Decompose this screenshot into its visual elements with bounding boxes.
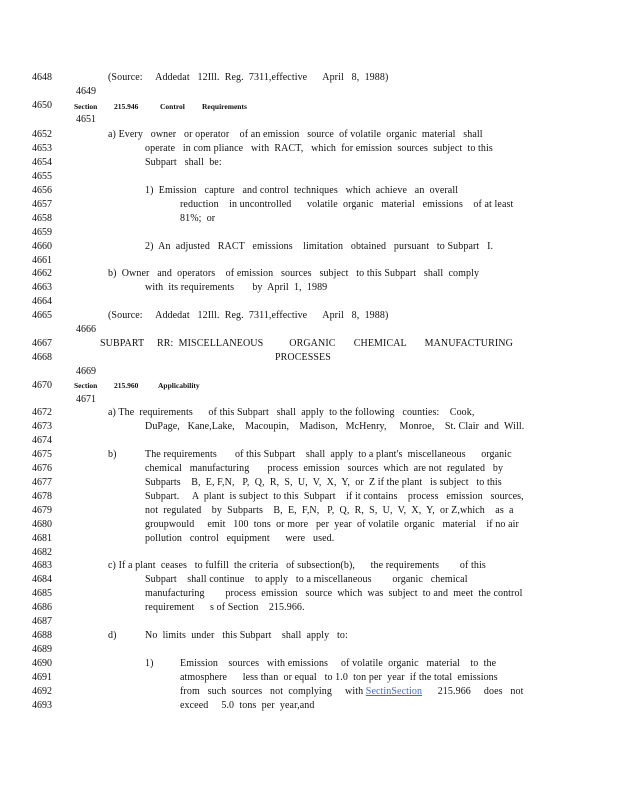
line-number: 4676 (32, 463, 52, 474)
line-number: 4648 (32, 72, 52, 83)
line-number: 4686 (32, 602, 52, 613)
section-label: Section (74, 102, 98, 111)
paragraph-line: operate in com pliance with RACT, which for emission sources subject to this (145, 143, 493, 154)
paragraph-line: 2) An adjusted RACT emissions limitation obtained pursuant to Subpart I. (145, 241, 494, 252)
paragraph-line: b) Owner and operators of emission sources subject to this Subpart shall comply (108, 268, 480, 279)
paragraph-line: DuPage, Kane,Lake, Macoupin, Madison, McHenry, Monroe, St. Clair and Will. (145, 421, 525, 432)
line-number: 4667 (32, 338, 52, 349)
line-number: 4669 (76, 366, 96, 377)
subpart-heading: PROCESSES (275, 352, 331, 363)
line-number: 4692 (32, 686, 52, 697)
line-number: 4680 (32, 519, 52, 530)
line-number: 4659 (32, 227, 52, 238)
paragraph-line: The requirements of this Subpart shall apply to a plant's miscellaneous organic (145, 449, 512, 460)
line-number: 4687 (32, 616, 52, 627)
line-number: 4651 (76, 114, 96, 125)
line-number: 4693 (32, 700, 52, 711)
section-link[interactable]: SectinSection (365, 686, 423, 697)
paragraph-text: 215.966 does not (422, 686, 524, 697)
list-label: 1) (145, 658, 154, 669)
line-number: 4673 (32, 421, 52, 432)
paragraph-line: exceed 5.0 tons per year,and (180, 700, 315, 711)
line-number: 4678 (32, 491, 52, 502)
line-number: 4677 (32, 477, 52, 488)
source-note: (Source: Addedat 12Ill. Reg. 7311,effective April 8, 1988) (108, 72, 389, 83)
paragraph-text: from such sources not complying with (180, 686, 366, 697)
paragraph-line: pollution control equipment were used. (145, 533, 335, 544)
list-label: d) (108, 630, 117, 641)
paragraph-line: manufacturing process emission source which was subject to and meet the control (145, 588, 523, 599)
line-number: 4660 (32, 241, 52, 252)
line-number: 4685 (32, 588, 52, 599)
line-number: 4675 (32, 449, 52, 460)
line-number: 4661 (32, 255, 52, 266)
list-label: b) (108, 449, 117, 460)
section-number: 215.960 (114, 381, 139, 390)
section-number: 215.946 (114, 102, 139, 111)
line-number: 4682 (32, 547, 52, 558)
line-number: 4688 (32, 630, 52, 641)
line-number: 4668 (32, 352, 52, 363)
paragraph-line: chemical manufacturing process emission sources which are not regulated by (145, 463, 504, 474)
line-number: 4663 (32, 282, 52, 293)
line-number: 4674 (32, 435, 52, 446)
line-number: 4658 (32, 213, 52, 224)
line-number: 4690 (32, 658, 52, 669)
paragraph-line: with its requirements by April 1, 1989 (145, 282, 328, 293)
line-number: 4691 (32, 672, 52, 683)
line-number: 4653 (32, 143, 52, 154)
paragraph-line: a) The requirements of this Subpart shall apply to the following counties: Cook, (108, 407, 475, 418)
line-number: 4681 (32, 533, 52, 544)
line-number: 4654 (32, 157, 52, 168)
line-number: 4662 (32, 268, 52, 279)
line-number: 4666 (76, 324, 96, 335)
line-number: 4670 (32, 380, 52, 391)
section-title: Applicability (158, 381, 200, 390)
line-number: 4655 (32, 171, 52, 182)
line-number: 4671 (76, 394, 96, 405)
paragraph-line: a) Every owner or operator of an emission source of volatile organic material shall (108, 129, 483, 140)
line-number: 4683 (32, 560, 52, 571)
line-number: 4672 (32, 407, 52, 418)
section-title: Requirements (202, 102, 247, 111)
line-number: 4657 (32, 199, 52, 210)
line-number: 4650 (32, 100, 52, 111)
source-note: (Source: Addedat 12Ill. Reg. 7311,effective April 8, 1988) (108, 310, 389, 321)
line-number: 4664 (32, 296, 52, 307)
paragraph-line: requirement s of Section 215.966. (145, 602, 305, 613)
paragraph-line: 1) Emission capture and control techniques which achieve an overall (145, 185, 459, 196)
paragraph-line: atmosphere less than or equal to 1.0 ton per year if the total emissions (180, 672, 498, 683)
paragraph-line: 81%; or (180, 213, 216, 224)
paragraph-line: Subparts B, E, F,N, P, Q, R, S, U, V, X, Y, or Z if the plant is subject to this (145, 477, 502, 488)
line-number: 4665 (32, 310, 52, 321)
paragraph-line: Subpart shall continue to apply to a miscellaneous organic chemical (145, 574, 468, 585)
paragraph-line: Emission sources with emissions of volatile organic material to the (180, 658, 497, 669)
line-number: 4656 (32, 185, 52, 196)
paragraph-line: Subpart shall be: (145, 157, 222, 168)
line-number: 4689 (32, 644, 52, 655)
paragraph-line: groupwould emit 100 tons or more per year of volatile organic material if no air (145, 519, 519, 530)
line-number: 4684 (32, 574, 52, 585)
paragraph-line: c) If a plant ceases to fulfill the criteria of subsection(b), the requirements of this (108, 560, 486, 571)
section-title: Control (160, 102, 185, 111)
line-number: 4652 (32, 129, 52, 140)
subpart-heading: SUBPART RR: MISCELLANEOUS ORGANIC CHEMICAL MANUFACTURING (100, 338, 513, 349)
line-number: 4679 (32, 505, 52, 516)
paragraph-line: reduction in uncontrolled volatile organic material emissions of at least (180, 199, 514, 210)
line-number: 4649 (76, 86, 96, 97)
paragraph-line: No limits under this Subpart shall apply to: (145, 630, 348, 641)
paragraph-line: Subpart. A plant is subject to this Subpart if it contains process emission sources, (145, 491, 524, 502)
section-label: Section (74, 381, 98, 390)
paragraph-line (180, 686, 524, 697)
paragraph-line: not regulated by Subparts B, E, F,N, P, Q, R, S, U, V, X, Y, or Z,which as a (145, 505, 514, 516)
